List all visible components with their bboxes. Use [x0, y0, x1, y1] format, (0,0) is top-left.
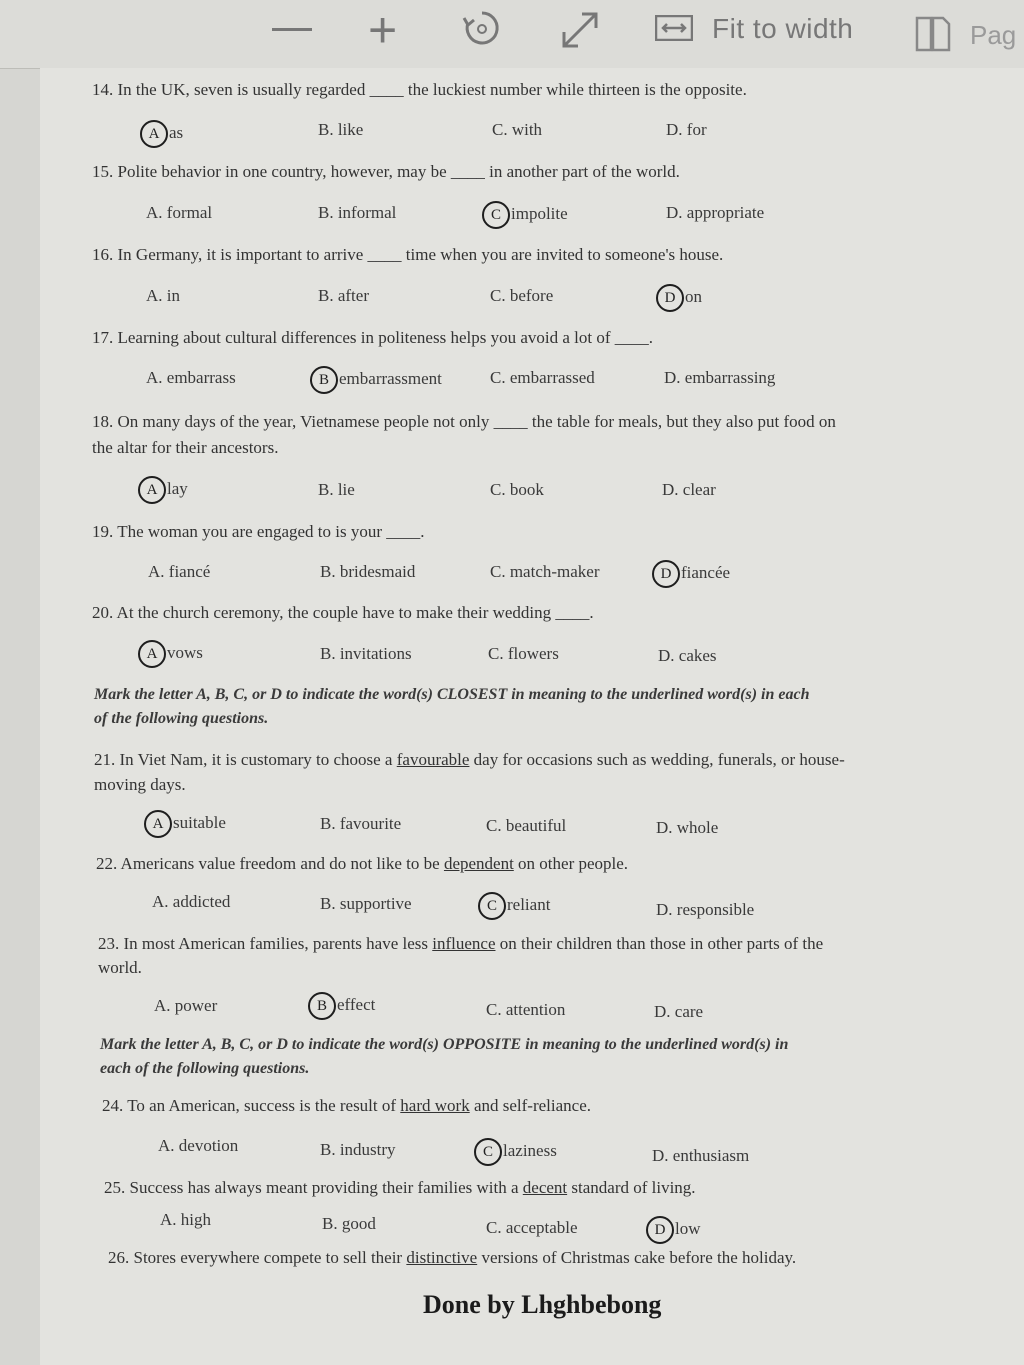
question-text: 21. In Viet Nam, it is customary to choose a: [94, 750, 397, 769]
underlined-word: influence: [432, 934, 496, 953]
option-text: embarrassment: [339, 368, 442, 388]
option-15d[interactable]: D. appropriate: [666, 203, 765, 222]
question-20: 20. At the church ceremony, the couple have to make their wedding ____.: [92, 603, 594, 622]
question-21-cont: moving days.: [94, 775, 186, 794]
answer-circle: B: [310, 366, 338, 394]
document-page: [40, 68, 1024, 1365]
option-19c[interactable]: C. match-maker: [490, 562, 600, 581]
option-22c[interactable]: [478, 892, 550, 920]
option-text: suitable: [173, 812, 226, 832]
option-20b[interactable]: B. invitations: [320, 644, 412, 663]
option-17b[interactable]: [310, 366, 442, 394]
option-24b[interactable]: B. industry: [320, 1140, 396, 1159]
answer-circle: C: [474, 1138, 502, 1166]
option-21d[interactable]: D. whole: [656, 818, 719, 837]
question-text: 22. Americans value freedom and do not like to be: [96, 854, 444, 873]
question-19: 19. The woman you are engaged to is your ____.: [92, 522, 425, 541]
option-25c[interactable]: C. acceptable: [486, 1218, 578, 1237]
option-14a[interactable]: [140, 120, 183, 148]
option-text: as: [169, 122, 184, 142]
option-22a[interactable]: A. addicted: [152, 892, 231, 911]
question-text: versions of Christmas cake before the holiday.: [477, 1248, 797, 1267]
option-18d[interactable]: D. clear: [662, 480, 716, 499]
option-15c[interactable]: [482, 201, 568, 229]
question-21: [94, 750, 845, 770]
option-25d[interactable]: [646, 1216, 701, 1244]
question-16: 16. In Germany, it is important to arrive ____ time when you are invited to someone's house.: [92, 245, 724, 264]
option-20d[interactable]: D. cakes: [658, 646, 717, 665]
option-17c[interactable]: C. embarrassed: [490, 368, 595, 387]
question-17: 17. Learning about cultural differences in politeness helps you avoid a lot of ____.: [92, 328, 654, 347]
option-14b[interactable]: B. like: [318, 120, 364, 139]
instruction-closest-cont: of the following questions.: [94, 710, 269, 727]
option-16d[interactable]: [656, 284, 702, 312]
option-17d[interactable]: D. embarrassing: [664, 368, 776, 387]
question-text: day for occasions such as wedding, funerals, or house-: [469, 750, 845, 769]
expand-icon[interactable]: [558, 8, 602, 52]
question-text: 26. Stores everywhere compete to sell their: [108, 1248, 407, 1267]
viewer-toolbar: [0, 0, 1024, 69]
option-text: lay: [167, 478, 188, 498]
answer-circle: C: [482, 201, 510, 229]
answer-circle: D: [652, 560, 680, 588]
option-16c[interactable]: C. before: [490, 286, 554, 305]
fit-to-width-button[interactable]: Fit to width: [712, 13, 854, 44]
zoom-in-icon[interactable]: +: [368, 2, 398, 58]
zoom-out-icon[interactable]: [272, 28, 312, 31]
option-14d[interactable]: D. for: [666, 120, 707, 139]
question-18: 18. On many days of the year, Vietnamese people not only ____ the table for meals, but they also put food on: [92, 412, 836, 431]
option-22d[interactable]: D. responsible: [656, 900, 755, 919]
rotate-icon[interactable]: [462, 8, 502, 48]
answer-circle: A: [138, 640, 166, 668]
option-23b[interactable]: [308, 992, 375, 1020]
option-14c[interactable]: C. with: [492, 120, 543, 139]
option-15a[interactable]: A. formal: [146, 203, 213, 222]
option-23c[interactable]: C. attention: [486, 1000, 566, 1019]
option-20c[interactable]: C. flowers: [488, 644, 559, 663]
option-16b[interactable]: B. after: [318, 286, 369, 305]
question-18-cont: the altar for their ancestors.: [92, 438, 279, 457]
instruction-opposite-cont: each of the following questions.: [100, 1060, 310, 1077]
answer-circle: D: [646, 1216, 674, 1244]
option-18b[interactable]: B. lie: [318, 480, 355, 499]
option-24a[interactable]: A. devotion: [158, 1136, 239, 1155]
option-text: impolite: [511, 203, 568, 223]
option-19a[interactable]: A. fiancé: [148, 562, 211, 581]
option-18a[interactable]: [138, 476, 188, 504]
question-15: 15. Polite behavior in one country, however, may be ____ in another part of the world.: [92, 162, 680, 181]
instruction-opposite: Mark the letter A, B, C, or D to indicate the word(s) OPPOSITE in meaning to the underlined word(s) in: [100, 1036, 789, 1053]
question-26: [108, 1248, 796, 1268]
option-25a[interactable]: A. high: [160, 1210, 211, 1229]
answer-circle: A: [140, 120, 168, 148]
question-text: on their children than those in other parts of the: [495, 934, 824, 953]
option-19b[interactable]: B. bridesmaid: [320, 562, 416, 581]
option-23d[interactable]: D. care: [654, 1002, 704, 1021]
option-24d[interactable]: D. enthusiasm: [652, 1146, 750, 1165]
option-text: low: [675, 1218, 701, 1238]
option-18c[interactable]: C. book: [490, 480, 544, 499]
option-text: reliant: [507, 894, 551, 914]
question-22: [96, 854, 628, 874]
option-20a[interactable]: [138, 640, 203, 668]
question-24: [102, 1096, 591, 1116]
option-19d[interactable]: [652, 560, 730, 588]
option-text: on: [685, 286, 702, 306]
option-text: fiancée: [681, 562, 731, 582]
fit-to-width-icon[interactable]: [655, 15, 693, 41]
underlined-word: decent: [522, 1178, 568, 1197]
option-text: laziness: [503, 1140, 557, 1160]
question-text: 23. In most American families, parents have less: [98, 934, 433, 953]
question-text: 24. To an American, success is the result of: [102, 1096, 401, 1115]
underlined-word: hard work: [400, 1096, 470, 1115]
page-view-button[interactable]: Pag: [970, 20, 1017, 50]
option-21b[interactable]: B. favourite: [320, 814, 402, 833]
question-text: 25. Success has always meant providing their families with a: [104, 1178, 523, 1197]
answer-circle: C: [478, 892, 506, 920]
option-25b[interactable]: B. good: [322, 1214, 376, 1233]
question-text: standard of living.: [567, 1178, 696, 1197]
question-23: [98, 934, 823, 954]
option-text: effect: [337, 994, 376, 1014]
option-22b[interactable]: B. supportive: [320, 894, 412, 913]
question-text: on other people.: [513, 854, 629, 873]
answer-circle: D: [656, 284, 684, 312]
underlined-word: distinctive: [406, 1248, 478, 1267]
answer-circle: A: [144, 810, 172, 838]
underlined-word: favourable: [396, 750, 470, 769]
instruction-closest: Mark the letter A, B, C, or D to indicate the word(s) CLOSEST in meaning to the underlined word(s) in each: [94, 686, 810, 703]
author-credit: Done by Lhghbebong: [423, 1290, 662, 1319]
underlined-word: dependent: [443, 854, 514, 873]
option-17a[interactable]: A. embarrass: [146, 368, 236, 387]
page-view-icon[interactable]: [915, 16, 951, 52]
question-25: [104, 1178, 696, 1198]
question-text: and self-reliance.: [469, 1096, 591, 1115]
option-24c[interactable]: [474, 1138, 557, 1166]
option-23a[interactable]: A. power: [154, 996, 218, 1015]
option-21c[interactable]: C. beautiful: [486, 816, 567, 835]
option-21a[interactable]: [144, 810, 226, 838]
question-14: 14. In the UK, seven is usually regarded ____ the luckiest number while thirteen is the opposite.: [92, 80, 747, 99]
answer-circle: A: [138, 476, 166, 504]
option-16a[interactable]: A. in: [146, 286, 180, 305]
answer-circle: B: [308, 992, 336, 1020]
option-15b[interactable]: B. informal: [318, 203, 397, 222]
option-text: vows: [167, 642, 203, 662]
question-23-cont: world.: [98, 958, 142, 977]
